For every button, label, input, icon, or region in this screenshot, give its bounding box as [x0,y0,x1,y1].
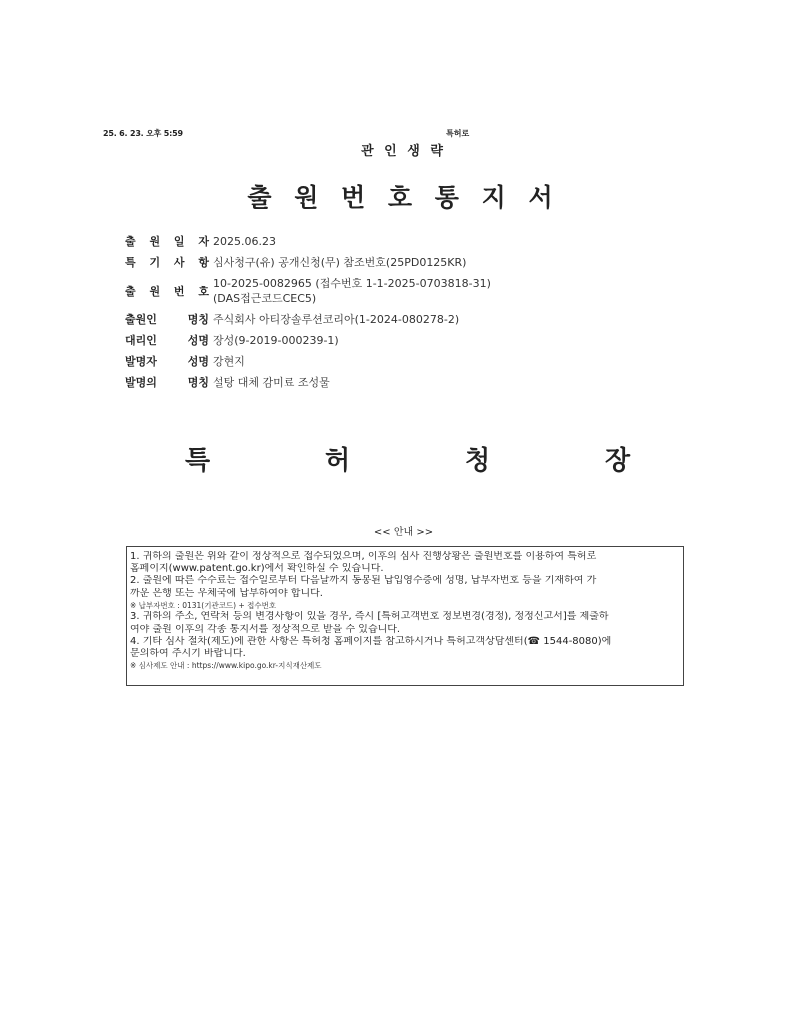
field-agent-name [125,333,685,348]
notice-line: 4. 기타 심사 절차(제도)에 관한 사항은 특허청 홈페이지를 참고하시거나 특허고객상담센터(☎ 1544-8080)에 [130,635,612,647]
notice-line: 홈페이지(www.patent.go.kr)에서 확인하실 수 있습니다. [130,563,384,575]
field-inventor-name [125,354,685,369]
print-datetime: 25. 6. 23. 오후 5:59 [103,129,183,138]
field-value: 설탕 대체 감미료 조성물 [213,376,330,389]
notice-line: 1. 귀하의 출원은 위와 같이 정상적으로 접수되었으며, 이후의 심사 진행상황은 출원번호를 이용하여 특허로 [130,551,597,562]
notice-note: ※ 납부자번호 : 0131(기관코드) + 접수번호 [130,600,277,610]
field-label: 특 기 사 항 [125,256,209,269]
field-applicant-name [125,312,685,327]
field-label: 출원인 명칭 [125,313,209,326]
field-label: 발명자 성명 [125,355,209,368]
print-source: 특허로 [446,129,470,138]
field-label: 발명의 명칭 [125,376,209,389]
seal-omitted-label: 관 인 생 략 [361,144,446,159]
office-char: 청 [465,446,491,476]
field-value: 강현지 [213,355,245,368]
field-label: 출 원 번 호 [125,285,209,298]
office-char: 특 [185,446,211,476]
document-title: 출 원 번 호 통 지 서 [247,183,560,212]
notice-heading: << 안내 >> [373,527,434,538]
field-label: 출 원 일 자 [125,235,209,248]
field-filing-date [125,234,685,249]
office-char: 장 [605,446,631,476]
notice-box [126,546,684,686]
field-value: 주식회사 아티장솔루션코리아(1-2024-080278-2) [213,313,460,326]
field-value: 2025.06.23 [213,235,276,248]
notice-line: 문의하여 주시기 바랍니다. [130,647,246,659]
field-value: 장성(9-2019-000239-1) [213,334,339,347]
notice-line: 3. 귀하의 주소, 연락처 등의 변경사항이 있을 경우, 즉시 [특허고객번호 정보변경(경정), 정정신고서]를 제출하 [130,611,609,623]
notice-line: 여야 출원 이후의 각종 통지서를 정상적으로 받을 수 있습니다. [130,623,401,635]
field-special-notes [125,255,685,270]
notice-line: 2. 출원에 따른 수수료는 접수일로부터 다음날까지 동봉된 납입영수증에 성명, 납부자번호 등을 기재하여 가 [130,575,597,587]
field-label: 대리인 성명 [125,334,209,347]
application-fields [125,234,685,396]
field-application-number [125,276,685,306]
notice-note: ※ 심사제도 안내 : https://www.kipo.go.kr-지식재산제도 [130,661,322,671]
field-value: 심사청구(유) 공개신청(무) 참조번호(25PD0125KR) [213,256,467,269]
field-value: 10-2025-0082965 (접수번호 1-1-2025-0703818-31) (DAS접근코드CEC5) [213,277,491,305]
notice-line: 까운 은행 또는 우체국에 납부하여야 합니다. [130,587,323,599]
office-char: 허 [325,446,351,476]
field-invention-title [125,375,685,390]
